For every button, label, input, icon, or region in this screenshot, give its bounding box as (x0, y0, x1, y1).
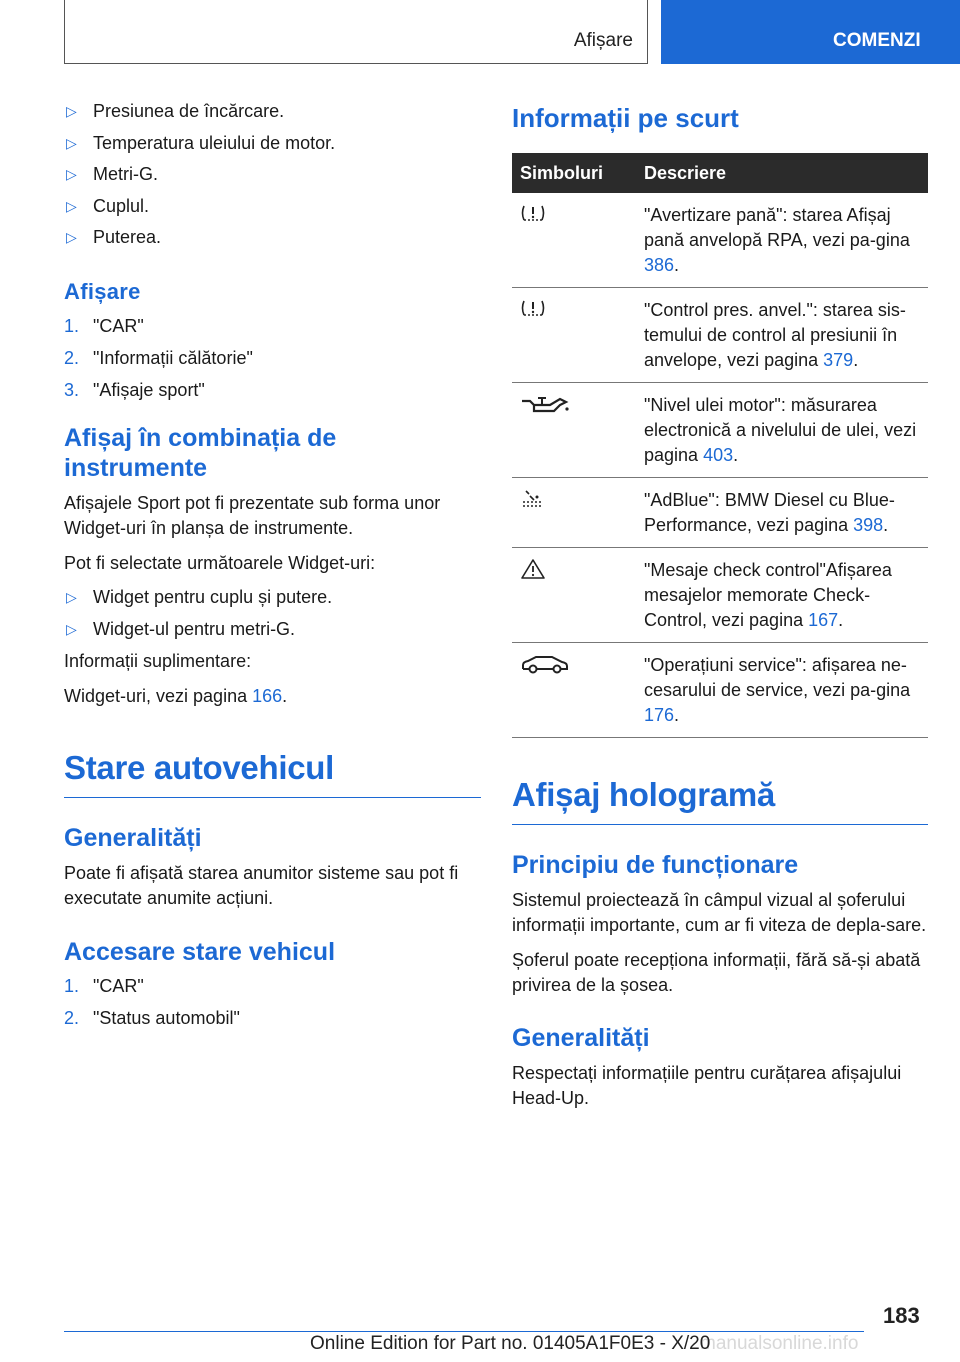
extra-info-label: Informații suplimentare: (64, 651, 252, 671)
list-item: ▷ Metri-G. (66, 164, 158, 184)
info-heading: Informații pe scurt (512, 103, 739, 133)
holo-generalitati-heading: Generalități (512, 1024, 650, 1052)
list-item: ▷ Puterea. (66, 227, 162, 247)
triangle-bullet-icon: ▷ (66, 589, 77, 605)
header-section-box (64, 0, 648, 64)
triangle-bullet-icon: ▷ (66, 197, 77, 214)
list-item: ▷ Cuplul. (66, 195, 150, 216)
row-description: "AdBlue": BMW Diesel cu Blue‐Performance, vezi pagina 398. (636, 478, 928, 548)
warning-triangle-icon (520, 558, 546, 580)
accesare-heading: Accesare stare vehicul (64, 938, 336, 966)
row-description: "Control pres. anvel.": starea sis‐temului de control al presiunii în anvelope, vezi pagina 379. (636, 288, 928, 383)
table-row (512, 478, 928, 548)
combinatie-paragraph: Afișajele Sport pot fi prezentate sub forma unor Widget-uri în planșa de instrumente. (64, 493, 441, 538)
step-item: 2. "Informații călătorie" (64, 348, 253, 368)
principiu-text-2: Șoferul poate recepționa informații, fără să-și abată privirea de la șosea. (512, 950, 921, 995)
symbols-table (512, 153, 928, 738)
accesare-steps (64, 975, 481, 1029)
widget-ref-paragraph: Widget-uri, vezi pagina 166. (64, 686, 288, 706)
tire-warning-icon (520, 203, 546, 225)
triangle-bullet-icon: ▷ (66, 620, 77, 637)
right-column (512, 100, 928, 1121)
page-number: 183 (883, 1303, 920, 1328)
row-description: "Avertizare pană": starea Afișaj pană anvelopă RPA, vezi pa‐gina 386. (636, 193, 928, 288)
row-description: "Mesaje check control"Afișarea mesajelor memorate Check-Control, vezi pagina 167. (636, 548, 928, 643)
oil-can-icon (520, 393, 570, 417)
triangle-bullet-icon: ▷ (66, 229, 77, 245)
page-ref-link[interactable]: 167 (808, 610, 839, 630)
stare-title: Stare autovehicul (64, 749, 334, 786)
section-divider (64, 797, 481, 798)
tire-pressure-icon (520, 298, 546, 320)
table-row (512, 383, 928, 478)
principiu-heading: Principiu de funcționare (512, 851, 799, 879)
row-description: "Operațiuni service": afișarea ne‐cesarului de service, vezi pa‐gina 176. (636, 643, 928, 738)
table-row (512, 288, 928, 383)
header-tab-label: COMENZI (833, 30, 921, 51)
page-ref-link[interactable]: 176 (644, 705, 675, 725)
page-ref-link[interactable]: 166 (252, 686, 283, 706)
col-header-description: Descriere (636, 153, 928, 193)
combinatie-heading: Afișaj în combinația de instrumente (64, 424, 337, 482)
triangle-bullet-icon: ▷ (66, 166, 77, 182)
left-column (64, 100, 481, 1039)
row-description: "Nivel ulei motor": măsurarea electronică a nivelului de ulei, vezi pagina 403. (636, 383, 928, 478)
list-item: ▷ Temperatura uleiului de motor. (66, 132, 336, 153)
holo-title: Afișaj hologramă (512, 776, 775, 813)
triangle-bullet-icon: ▷ (66, 134, 77, 151)
list-item: ▷ Presiunea de încărcare. (66, 101, 285, 121)
afisare-heading: Afișare (64, 279, 141, 304)
step-item: 2. "Status automobil" (64, 1008, 240, 1028)
widget-list (64, 586, 481, 640)
display-values-list (64, 100, 481, 248)
list-item: ▷ Widget pentru cuplu și putere. (66, 587, 333, 607)
edition-text: Online Edition for Part no. 01405A1F0E3 - X/20 (310, 1333, 711, 1354)
table-row (512, 193, 928, 288)
footer-divider (64, 1331, 864, 1332)
step-item: 3. "Afișaje sport" (64, 380, 205, 400)
page-ref-link[interactable]: 403 (703, 445, 734, 465)
page-ref-link[interactable]: 386 (644, 255, 675, 275)
afisare-steps (64, 315, 481, 401)
section-divider (512, 824, 928, 825)
step-item: 1. "CAR" (64, 976, 144, 996)
page-ref-link[interactable]: 379 (823, 350, 854, 370)
adblue-icon (520, 488, 544, 510)
generalitati-text: Poate fi afișată starea anumitor sisteme sau pot fi executate anumite acțiuni. (64, 863, 459, 908)
header-section-title: Afișare (573, 30, 633, 51)
combinatie-select-text: Pot fi selectate următoarele Widget-uri: (64, 553, 376, 573)
page-ref-link[interactable]: 398 (853, 515, 884, 535)
table-row (512, 643, 928, 738)
table-header-row (512, 153, 928, 193)
principiu-text: Sistemul proiectează în câmpul vizual al șoferului informații importante, cum ar fi viteza de depla‐sare. (512, 890, 927, 935)
generalitati-heading: Generalități (64, 824, 202, 852)
step-item: 1. "CAR" (64, 316, 144, 336)
table-row (512, 548, 928, 643)
col-header-symbols: Simboluri (512, 153, 636, 193)
header-tab-comenzi[interactable] (661, 0, 960, 64)
list-item: ▷ Widget-ul pentru metri-G. (66, 618, 296, 639)
triangle-bullet-icon: ▷ (66, 103, 77, 119)
holo-generalitati-text: Respectați informațiile pentru curățarea afișajului Head-Up. (512, 1063, 902, 1108)
service-car-icon (520, 653, 570, 675)
watermark: manualsonline.info (700, 1333, 859, 1354)
